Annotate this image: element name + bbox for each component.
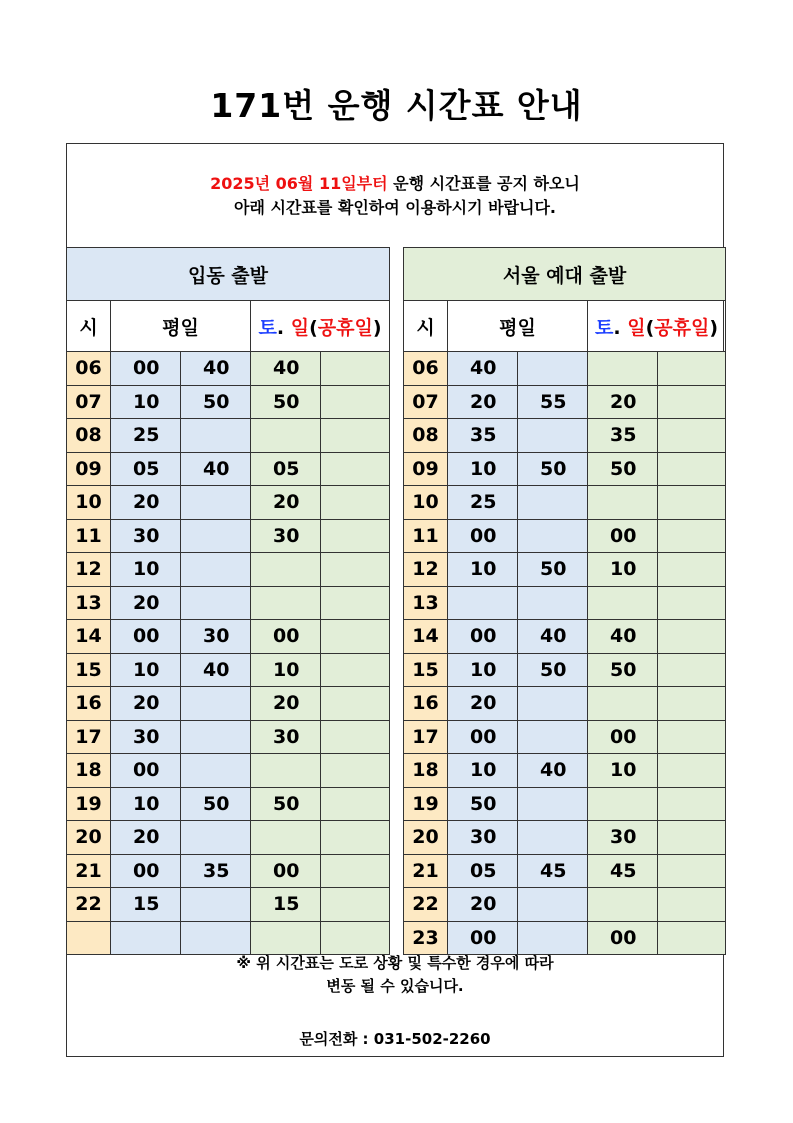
label-holiday: 공휴일 bbox=[654, 316, 710, 339]
weekday-time-cell bbox=[518, 586, 588, 620]
footer-notice bbox=[67, 952, 723, 998]
weekday-time-cell bbox=[181, 419, 251, 453]
weekday-time-cell: 25 bbox=[448, 486, 518, 520]
table-row bbox=[404, 385, 726, 419]
hour-cell: 17 bbox=[67, 720, 111, 754]
weekend-time-cell bbox=[321, 888, 390, 922]
weekend-time-cell: 10 bbox=[588, 754, 658, 788]
weekday-time-cell: 20 bbox=[448, 888, 518, 922]
weekend-time-cell bbox=[321, 519, 390, 553]
weekend-time-cell bbox=[321, 821, 390, 855]
table-row bbox=[67, 720, 390, 754]
weekday-time-cell: 20 bbox=[111, 586, 181, 620]
table-row bbox=[67, 821, 390, 855]
weekday-time-cell bbox=[518, 486, 588, 520]
weekday-time-cell: 10 bbox=[448, 452, 518, 486]
table-row bbox=[404, 921, 726, 955]
weekend-time-cell bbox=[321, 720, 390, 754]
table-row bbox=[67, 888, 390, 922]
weekday-time-cell bbox=[181, 486, 251, 520]
weekday-time-cell: 55 bbox=[518, 385, 588, 419]
hour-cell: 14 bbox=[404, 620, 448, 654]
weekday-time-cell: 00 bbox=[111, 754, 181, 788]
weekend-time-cell bbox=[588, 586, 658, 620]
hour-cell: 12 bbox=[404, 553, 448, 587]
footer-line-1: ※ 위 시간표는 도로 상황 및 특수한 경우에 따라 bbox=[236, 954, 554, 972]
weekend-time-cell bbox=[321, 586, 390, 620]
weekend-time-cell bbox=[658, 720, 726, 754]
weekday-time-cell: 10 bbox=[111, 385, 181, 419]
hour-cell: 22 bbox=[67, 888, 111, 922]
table-row bbox=[67, 519, 390, 553]
table-row bbox=[67, 586, 390, 620]
weekend-time-cell bbox=[321, 553, 390, 587]
timetable-frame bbox=[66, 143, 724, 1057]
hour-cell: 16 bbox=[67, 687, 111, 721]
weekday-time-cell: 40 bbox=[518, 620, 588, 654]
weekend-time-cell bbox=[588, 888, 658, 922]
weekday-time-cell: 50 bbox=[181, 385, 251, 419]
hour-cell: 18 bbox=[67, 754, 111, 788]
weekend-time-cell: 35 bbox=[588, 419, 658, 453]
hour-cell: 08 bbox=[67, 419, 111, 453]
hour-cell: 19 bbox=[67, 787, 111, 821]
weekend-time-cell bbox=[658, 821, 726, 855]
weekend-time-cell: 30 bbox=[588, 821, 658, 855]
weekday-time-cell: 10 bbox=[111, 787, 181, 821]
table-row bbox=[404, 352, 726, 386]
weekday-time-cell: 50 bbox=[181, 787, 251, 821]
column-header-weekend bbox=[588, 301, 726, 352]
weekday-time-cell: 00 bbox=[448, 519, 518, 553]
weekday-time-cell: 50 bbox=[518, 452, 588, 486]
weekday-time-cell: 35 bbox=[181, 854, 251, 888]
notice-date: 2025년 06월 11일부터 bbox=[210, 174, 388, 193]
weekday-time-cell bbox=[448, 586, 518, 620]
table-row bbox=[404, 452, 726, 486]
weekday-time-cell: 10 bbox=[448, 553, 518, 587]
hour-cell: 20 bbox=[404, 821, 448, 855]
table-row bbox=[404, 519, 726, 553]
table-row bbox=[404, 888, 726, 922]
weekday-time-cell: 30 bbox=[111, 720, 181, 754]
weekend-time-cell: 50 bbox=[251, 385, 321, 419]
table-row bbox=[404, 553, 726, 587]
weekday-time-cell: 00 bbox=[448, 620, 518, 654]
weekend-time-cell: 20 bbox=[588, 385, 658, 419]
weekend-time-cell: 00 bbox=[588, 720, 658, 754]
hour-cell: 21 bbox=[67, 854, 111, 888]
table-row bbox=[404, 720, 726, 754]
weekend-time-cell bbox=[658, 888, 726, 922]
weekend-time-cell bbox=[251, 754, 321, 788]
table-row bbox=[67, 687, 390, 721]
weekend-time-cell bbox=[658, 787, 726, 821]
weekend-time-cell bbox=[321, 620, 390, 654]
weekday-time-cell: 05 bbox=[111, 452, 181, 486]
weekend-time-cell: 45 bbox=[588, 854, 658, 888]
weekday-time-cell bbox=[518, 419, 588, 453]
weekend-time-cell: 20 bbox=[251, 486, 321, 520]
label-sunday: 일 bbox=[627, 316, 646, 339]
weekend-time-cell bbox=[251, 821, 321, 855]
table-row bbox=[67, 553, 390, 587]
weekday-time-cell bbox=[181, 519, 251, 553]
weekday-time-cell: 20 bbox=[111, 687, 181, 721]
weekday-time-cell: 40 bbox=[518, 754, 588, 788]
timetable-body bbox=[67, 352, 390, 955]
table-row bbox=[404, 787, 726, 821]
column-header-weekend bbox=[251, 301, 390, 352]
footer-line-2: 변동 될 수 있습니다. bbox=[326, 977, 464, 995]
weekday-time-cell: 40 bbox=[181, 653, 251, 687]
weekend-time-cell bbox=[321, 921, 390, 955]
weekday-time-cell: 40 bbox=[181, 452, 251, 486]
hour-cell: 10 bbox=[404, 486, 448, 520]
hour-cell: 09 bbox=[67, 452, 111, 486]
weekday-time-cell bbox=[518, 787, 588, 821]
weekend-time-cell bbox=[251, 586, 321, 620]
weekday-time-cell bbox=[181, 720, 251, 754]
weekday-time-cell bbox=[181, 687, 251, 721]
hour-cell: 13 bbox=[404, 586, 448, 620]
hour-cell: 20 bbox=[67, 821, 111, 855]
hour-cell: 11 bbox=[404, 519, 448, 553]
notice-line-1 bbox=[67, 172, 723, 196]
table-row bbox=[67, 486, 390, 520]
weekend-time-cell: 40 bbox=[588, 620, 658, 654]
weekday-time-cell: 00 bbox=[111, 854, 181, 888]
column-header-weekday: 평일 bbox=[448, 301, 588, 352]
label-holiday: 공휴일 bbox=[317, 316, 373, 339]
weekend-time-cell bbox=[588, 352, 658, 386]
hour-cell: 07 bbox=[404, 385, 448, 419]
label-saturday: 토 bbox=[595, 316, 614, 339]
weekday-time-cell bbox=[518, 519, 588, 553]
weekday-time-cell bbox=[518, 921, 588, 955]
weekday-time-cell bbox=[518, 720, 588, 754]
weekday-time-cell: 10 bbox=[111, 653, 181, 687]
label-open-paren: ( bbox=[645, 316, 655, 339]
weekday-time-cell: 20 bbox=[111, 821, 181, 855]
hour-cell: 21 bbox=[404, 854, 448, 888]
table-row bbox=[404, 586, 726, 620]
hour-cell: 11 bbox=[67, 519, 111, 553]
weekend-time-cell bbox=[658, 419, 726, 453]
table-row bbox=[67, 620, 390, 654]
weekend-time-cell bbox=[588, 486, 658, 520]
weekend-time-cell: 20 bbox=[251, 687, 321, 721]
weekday-time-cell bbox=[181, 586, 251, 620]
table-row bbox=[404, 620, 726, 654]
weekend-time-cell: 50 bbox=[588, 653, 658, 687]
weekday-time-cell bbox=[181, 754, 251, 788]
table-row bbox=[67, 419, 390, 453]
hour-cell: 06 bbox=[67, 352, 111, 386]
weekend-time-cell bbox=[658, 553, 726, 587]
weekday-time-cell: 20 bbox=[111, 486, 181, 520]
weekday-time-cell: 40 bbox=[448, 352, 518, 386]
weekend-time-cell bbox=[658, 921, 726, 955]
weekday-time-cell: 10 bbox=[111, 553, 181, 587]
table-row bbox=[67, 921, 390, 955]
weekday-time-cell: 00 bbox=[111, 620, 181, 654]
weekday-time-cell: 30 bbox=[181, 620, 251, 654]
weekend-time-cell bbox=[658, 385, 726, 419]
weekday-time-cell: 00 bbox=[448, 720, 518, 754]
weekend-time-cell: 00 bbox=[588, 519, 658, 553]
weekend-time-cell: 30 bbox=[251, 519, 321, 553]
weekend-time-cell bbox=[658, 519, 726, 553]
table-row bbox=[67, 653, 390, 687]
table-row bbox=[67, 854, 390, 888]
weekday-time-cell: 50 bbox=[448, 787, 518, 821]
table-row bbox=[404, 419, 726, 453]
weekend-time-cell: 00 bbox=[251, 620, 321, 654]
label-saturday: 토 bbox=[258, 316, 277, 339]
weekday-time-cell bbox=[518, 888, 588, 922]
page-title: 171번 운행 시간표 안내 bbox=[210, 86, 583, 125]
weekend-time-cell bbox=[658, 452, 726, 486]
weekend-time-cell bbox=[658, 653, 726, 687]
section-title: 서울 예대 출발 bbox=[404, 248, 726, 301]
table-row bbox=[67, 754, 390, 788]
hour-cell: 19 bbox=[404, 787, 448, 821]
table-row bbox=[67, 787, 390, 821]
weekend-time-cell bbox=[321, 486, 390, 520]
contact-phone: 문의전화 : 031-502-2260 bbox=[299, 1030, 491, 1048]
table-row bbox=[67, 385, 390, 419]
weekday-time-cell bbox=[181, 821, 251, 855]
table-row bbox=[404, 486, 726, 520]
weekend-time-cell bbox=[658, 854, 726, 888]
label-sunday: 일 bbox=[290, 316, 310, 339]
notice-line-2: 아래 시간표를 확인하여 이용하시기 바랍니다. bbox=[233, 198, 557, 217]
weekend-time-cell bbox=[658, 486, 726, 520]
hour-cell: 17 bbox=[404, 720, 448, 754]
hour-cell: 13 bbox=[67, 586, 111, 620]
hour-cell: 09 bbox=[404, 452, 448, 486]
weekend-time-cell: 10 bbox=[588, 553, 658, 587]
weekend-time-cell bbox=[588, 787, 658, 821]
table-row bbox=[404, 821, 726, 855]
weekday-time-cell bbox=[518, 352, 588, 386]
weekday-time-cell: 05 bbox=[448, 854, 518, 888]
table-row bbox=[404, 854, 726, 888]
weekend-time-cell bbox=[658, 352, 726, 386]
table-row bbox=[404, 754, 726, 788]
hour-cell bbox=[67, 921, 111, 955]
hour-cell: 10 bbox=[67, 486, 111, 520]
weekday-time-cell bbox=[518, 687, 588, 721]
table-row bbox=[67, 352, 390, 386]
weekend-time-cell: 40 bbox=[251, 352, 321, 386]
weekend-time-cell bbox=[251, 553, 321, 587]
weekend-time-cell: 50 bbox=[251, 787, 321, 821]
table-row bbox=[67, 452, 390, 486]
weekday-time-cell: 30 bbox=[111, 519, 181, 553]
weekday-time-cell: 50 bbox=[518, 553, 588, 587]
label-dot: . bbox=[276, 316, 291, 339]
label-open-paren: ( bbox=[309, 316, 318, 339]
departure-table-seoul-yedae bbox=[403, 247, 726, 955]
weekend-time-cell bbox=[321, 653, 390, 687]
hour-cell: 18 bbox=[404, 754, 448, 788]
weekday-time-cell: 10 bbox=[448, 754, 518, 788]
weekday-time-cell: 40 bbox=[181, 352, 251, 386]
column-header-weekday: 평일 bbox=[111, 301, 251, 352]
weekend-time-cell: 30 bbox=[251, 720, 321, 754]
weekday-time-cell bbox=[111, 921, 181, 955]
weekday-time-cell bbox=[181, 921, 251, 955]
weekend-time-cell bbox=[251, 921, 321, 955]
weekday-time-cell bbox=[181, 888, 251, 922]
weekend-time-cell bbox=[321, 419, 390, 453]
hour-cell: 07 bbox=[67, 385, 111, 419]
weekend-time-cell: 15 bbox=[251, 888, 321, 922]
weekday-time-cell: 15 bbox=[111, 888, 181, 922]
weekend-time-cell bbox=[658, 754, 726, 788]
hour-cell: 08 bbox=[404, 419, 448, 453]
weekend-time-cell: 00 bbox=[588, 921, 658, 955]
notice-line-1-rest: 운행 시간표를 공지 하오니 bbox=[387, 174, 580, 193]
hour-cell: 15 bbox=[404, 653, 448, 687]
hour-cell: 12 bbox=[67, 553, 111, 587]
weekend-time-cell bbox=[321, 854, 390, 888]
weekend-time-cell: 05 bbox=[251, 452, 321, 486]
section-title: 입동 출발 bbox=[67, 248, 390, 301]
table-row bbox=[404, 653, 726, 687]
weekend-time-cell bbox=[658, 620, 726, 654]
weekday-time-cell bbox=[181, 553, 251, 587]
hour-cell: 16 bbox=[404, 687, 448, 721]
departure-table-ipdong bbox=[66, 247, 390, 955]
weekend-time-cell bbox=[321, 452, 390, 486]
weekday-time-cell: 35 bbox=[448, 419, 518, 453]
table-row bbox=[404, 687, 726, 721]
timetable-body bbox=[404, 352, 726, 955]
weekday-time-cell: 20 bbox=[448, 687, 518, 721]
weekday-time-cell: 10 bbox=[448, 653, 518, 687]
hour-cell: 22 bbox=[404, 888, 448, 922]
weekday-time-cell: 50 bbox=[518, 653, 588, 687]
weekend-time-cell bbox=[321, 754, 390, 788]
notice-text bbox=[67, 172, 723, 220]
weekend-time-cell bbox=[321, 385, 390, 419]
weekend-time-cell bbox=[321, 352, 390, 386]
weekend-time-cell bbox=[658, 687, 726, 721]
weekday-time-cell: 00 bbox=[448, 921, 518, 955]
weekend-time-cell bbox=[251, 419, 321, 453]
weekend-time-cell bbox=[321, 687, 390, 721]
weekend-time-cell bbox=[321, 787, 390, 821]
label-dot: . bbox=[613, 316, 628, 339]
label-close-paren: ) bbox=[709, 316, 719, 339]
weekday-time-cell: 30 bbox=[448, 821, 518, 855]
weekday-time-cell: 45 bbox=[518, 854, 588, 888]
hour-cell: 14 bbox=[67, 620, 111, 654]
weekday-time-cell bbox=[518, 821, 588, 855]
weekday-time-cell: 20 bbox=[448, 385, 518, 419]
weekend-time-cell: 00 bbox=[251, 854, 321, 888]
weekend-time-cell bbox=[588, 687, 658, 721]
column-header-hour: 시 bbox=[67, 301, 111, 352]
weekend-time-cell: 10 bbox=[251, 653, 321, 687]
hour-cell: 15 bbox=[67, 653, 111, 687]
hour-cell: 06 bbox=[404, 352, 448, 386]
weekday-time-cell: 00 bbox=[111, 352, 181, 386]
weekday-time-cell: 25 bbox=[111, 419, 181, 453]
column-header-hour: 시 bbox=[404, 301, 448, 352]
hour-cell: 23 bbox=[404, 921, 448, 955]
label-close-paren: ) bbox=[372, 316, 382, 339]
weekend-time-cell bbox=[658, 586, 726, 620]
weekend-time-cell: 50 bbox=[588, 452, 658, 486]
